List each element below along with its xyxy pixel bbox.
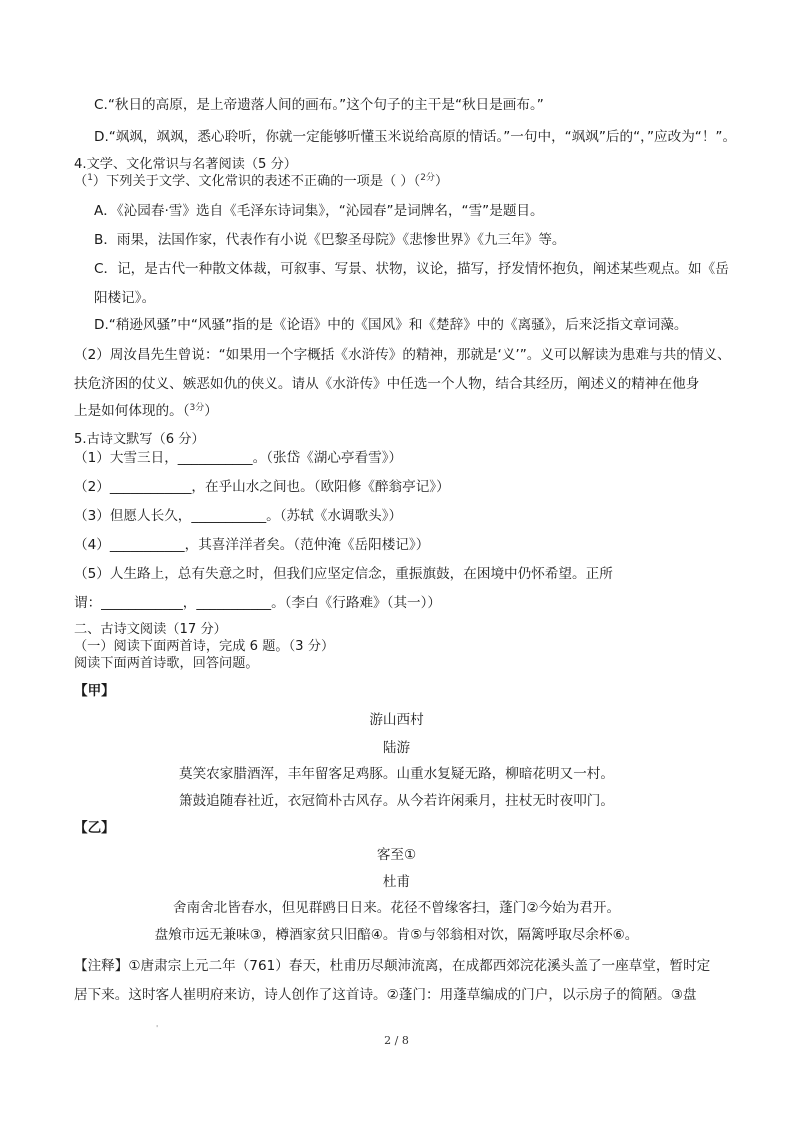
q5-item-2: （2）____________，在乎山水之间也。（欧阳修《醉翁亭记》） [74,479,450,495]
q4-part2-line3 [74,402,218,422]
q4-part1-score: 2分 [420,173,435,183]
section2-instruction-2: 阅读下面两首诗歌，回答问题。 [74,656,259,671]
poem1-line1: 莫笑农家腊酒浑，丰年留客足鸡豚。山重水复疑无路，柳暗花明又一村。 [179,766,614,782]
q3-option-d: D.“飒飒，飒飒，悉心聆听，你就一定能够听懂玉米说给高原的情话。”一句中，“飒飒”后的“，”应改为“！”。 [94,129,737,145]
q4-part2-close: ） [204,403,218,419]
notes-line1: 【注释】①唐肃宗上元二年（761）春天，杜甫历尽颠沛流离，在成都西郊浣花溪头盖了一座草堂，暂时定 [74,958,711,974]
notes-line2: 居下来。这时客人崔明府来访，诗人创作了这首诗。②蓬门：用蓬草编成的门户，以示房子的简陋。③盘 [74,987,697,1003]
section2-instruction-1: （一）阅读下面两首诗，完成 6 题。（3 分） [74,639,335,654]
q4-part2-line1: （2）周汝昌先生曾说：“如果用一个字概括《水浒传》的精神，那就是‘义’”。义可以解读为患难与共的情义、 [74,347,731,363]
q3-option-c: C.“秋日的高原，是上帝遗落人间的画布。”这个句子的主干是“秋日是画布。” [94,97,544,113]
q4-part1-number: 1 [87,173,93,183]
q5-item-3: （3）但愿人长久，___________。（苏轼《水调歌头》） [74,508,403,524]
poem2-line2: 盘飧市远无兼味③，樽酒家贫只旧醅④。肯⑤与邻翁相对饮，隔篱呼取尽余杯⑥。 [154,927,639,943]
poem1-title: 游山西村 [369,712,424,728]
section2-title: 二、古诗文阅读（17 分） [74,622,227,637]
q4-option-b: B．雨果，法国作家，代表作有小说《巴黎圣母院》《悲惨世界》《九三年》等。 [94,232,566,248]
q4-part2-text: 上是如何体现的。（ [74,403,190,419]
poem2-title: 客至① [376,847,417,863]
q4-option-c-line2: 阳楼记》。 [94,290,156,306]
q4-part2-score: 3分 [189,403,205,413]
q4-part2-line2: 扶危济困的仗义、嫉恶如仇的侠义。请从《水浒传》中任选一个人物，结合其经历，阐述义的精神在他身 [74,376,700,392]
poem-jia-label: 【甲】 [74,683,115,699]
q4-option-d: D.“稍逊风骚”中“风骚”指的是《论语》中的《国风》和《楚辞》中的《离骚》，后来泛指文章词藻。 [94,317,688,333]
q4-option-c-line1: C．记，是古代一种散文体裁，可叙事、写景、状物，议论，描写，抒发情怀抱负，阐述某些观点。如《岳 [94,261,729,277]
q4-part1-question [74,173,448,192]
q5-item-1: （1）大雪三日，___________。（张岱《湖心亭看雪》） [74,450,403,466]
poem2-author: 杜甫 [382,874,411,890]
q5-item-5-line2: 谓：____________，___________。（李白《行路难》（其一）） [74,595,442,611]
page-number: 2 / 8 [384,1034,409,1047]
poem2-line1: 舍南舍北皆春水，但见群鸥日日来。花径不曾缘客扫，蓬门②今始为君开。 [172,900,621,916]
q4-part1-open: （ [74,174,88,189]
poem-yi-label: 【乙】 [74,820,115,836]
q5-item-5-line1: （5）人生路上，总有失意之时，但我们应坚定信念，重振旗鼓，在困境中仍怀希望。正所 [74,566,613,582]
stray-mark: ' [156,1024,159,1033]
q5-item-4: （4）___________，其喜洋洋者矣。（范仲淹《岳阳楼记》） [74,537,430,553]
q4-part1-close: ） [434,174,449,189]
poem1-author: 陆游 [382,740,411,756]
q5-title: 5.古诗文默写（6 分） [74,432,205,447]
q4-option-a: A．《沁园春·雪》选自《毛泽东诗词集》，“沁园春”是词牌名，“雪”是题目。 [94,203,544,219]
q4-part1-text: ）下列关于文学、文化常识的表述不正确的一项是（ ）（ [92,174,421,189]
q4-title: 4.文学、文化常识与名著阅读（5 分） [74,157,297,172]
poem1-line2: 箫鼓追随春社近，衣冠简朴古风存。从今若许闲乘月，拄杖无时夜叩门。 [179,793,614,809]
